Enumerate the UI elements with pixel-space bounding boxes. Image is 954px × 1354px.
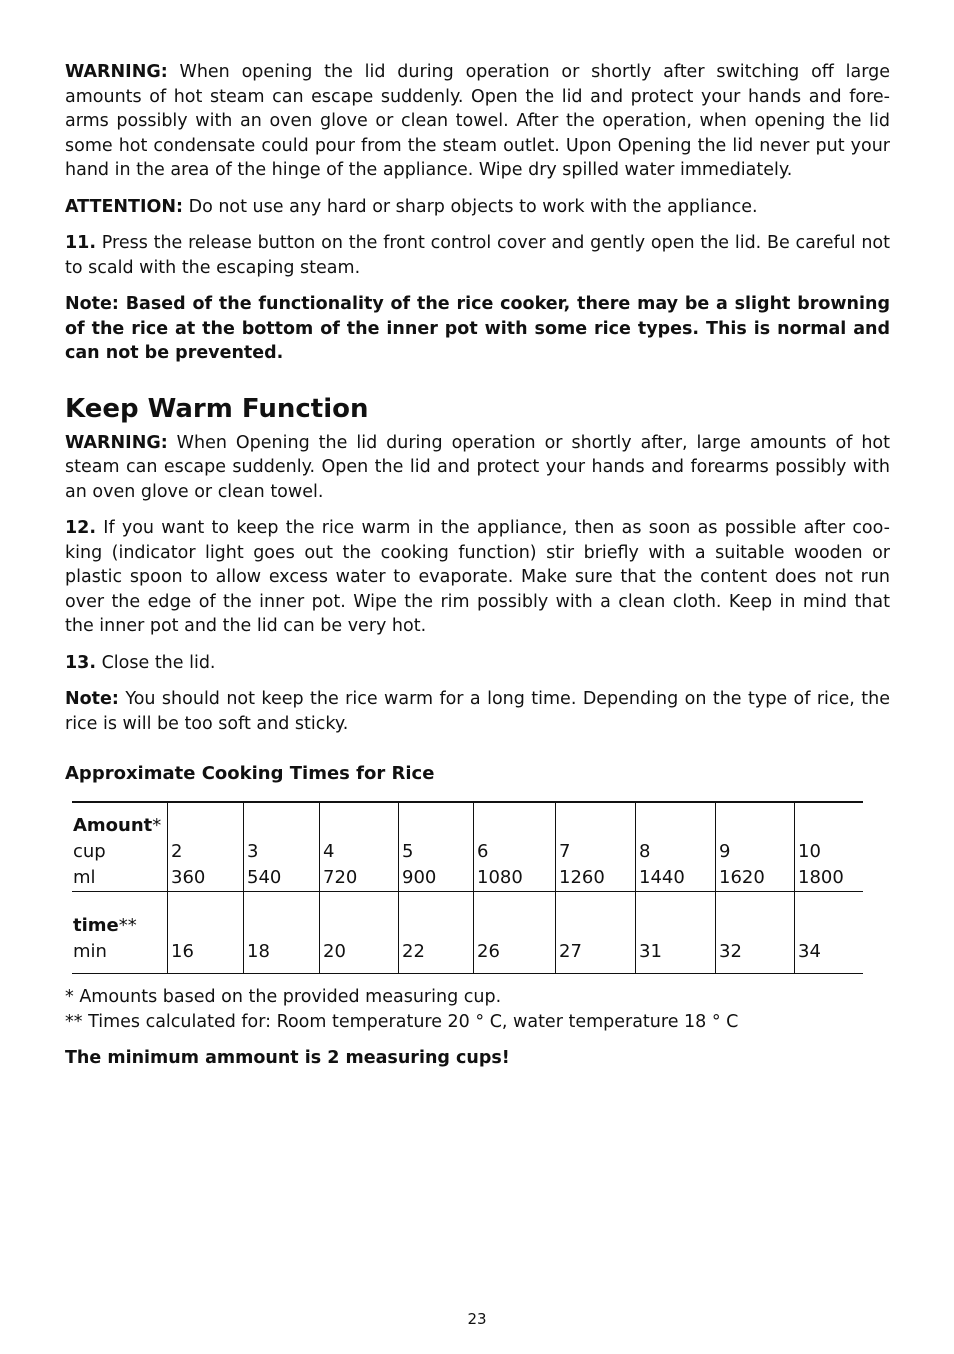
time-row [72, 892, 863, 974]
footnotes [65, 985, 890, 1071]
footnote-amount: * Amounts based on the provided measuring cup. [65, 987, 502, 1007]
time-cell: 34 [795, 892, 864, 974]
amount-row [72, 802, 863, 892]
amount-cell: 10 1800 [795, 802, 864, 892]
attention-paragraph [65, 195, 890, 220]
attention-label: ATTENTION: [65, 196, 184, 217]
amount-header-cell [72, 802, 168, 892]
step-number: 13. [65, 652, 97, 673]
step-number: 11. [65, 233, 97, 253]
note-text: You should not keep the rice warm for a long time. Depending on the type of rice, the rice is will be too soft and sticky. [65, 689, 890, 734]
amount-footnote-mark: * [152, 815, 162, 836]
time-cell: 18 [244, 892, 320, 974]
warning-paragraph-2 [65, 431, 890, 505]
cup-label: cup [73, 841, 106, 862]
amount-cell: 6 1080 [474, 802, 556, 892]
step-13 [65, 651, 890, 676]
time-footnote-mark: ** [118, 915, 137, 936]
min-label: min [73, 941, 107, 962]
warning-text: When Opening the lid during operation or shortly after, large amounts of hot steam can escape suddenly. Open the lid and protect your hands and forearms possibly with an oven glove or clean towel. [65, 432, 890, 502]
amount-cell: 4 720 [320, 802, 399, 892]
page-number: 23 [467, 1310, 487, 1328]
time-cell: 20 [320, 892, 399, 974]
step-11 [65, 231, 890, 280]
browning-note: Note: Based of the functionality of the rice cooker, there may be a slight browning of the rice at the bottom of the inner pot with some rice types. This is normal and can not be prevented. [65, 294, 890, 363]
manual-page [65, 60, 890, 786]
amount-cell: 8 1440 [636, 802, 716, 892]
footnote-times: ** Times calculated for: Room temperature 20 ° C, water temperature 18 ° C [65, 1011, 739, 1032]
time-cell: 32 [716, 892, 795, 974]
time-cell: 26 [474, 892, 556, 974]
warning-paragraph-1 [65, 60, 890, 183]
step-12 [65, 516, 890, 639]
time-label: time [73, 915, 119, 936]
table-title: Approximate Cooking Times for Rice [65, 763, 435, 784]
time-cell: 16 [168, 892, 244, 974]
amount-cell: 9 1620 [716, 802, 795, 892]
warning-label: WARNING: [65, 62, 168, 82]
amount-cell: 7 1260 [556, 802, 636, 892]
time-cell: 27 [556, 892, 636, 974]
ml-label: ml [73, 867, 96, 888]
step-text: If you want to keep the rice warm in the appliance, then as soon as possible after coo-king (indicator light goes out the cooking function) stir briefly with a suitable wooden or plastic spoon to allow excess water to evaporate. Make sure that the content does not run over the edge of the inner pot. Wipe the rim possibly with a clean cloth. Keep in mind that the inner pot and the lid can be very hot. [65, 518, 890, 636]
note-label: Note: [65, 689, 119, 709]
cooking-times-table [72, 801, 863, 974]
amount-cell: 3 540 [244, 802, 320, 892]
step-number: 12. [65, 518, 97, 538]
step-text: Press the release button on the front control cover and gently open the lid. Be careful not to scald with the escaping steam. [65, 233, 890, 278]
section-title: Keep Warm Function [65, 393, 369, 424]
warning-label: WARNING: [65, 432, 168, 453]
time-cell: 31 [636, 892, 716, 974]
amount-cell: 2 360 [168, 802, 244, 892]
amount-label: Amount [73, 815, 153, 836]
time-cell: 22 [399, 892, 474, 974]
keep-warm-note [65, 687, 890, 736]
amount-cell: 5 900 [399, 802, 474, 892]
step-text: Close the lid. [96, 652, 216, 673]
time-header-cell [72, 892, 168, 974]
minimum-note: The minimum ammount is 2 measuring cups! [65, 1048, 510, 1068]
attention-text: Do not use any hard or sharp objects to work with the appliance. [183, 196, 758, 217]
warning-text: When opening the lid during operation or shortly after switching off large amounts of hot steam can escape suddenly. Open the lid and protect your hands and fore-arms possibly with an oven glove or clean towel. After the operation, when opening the lid some hot condensate could pour from the steam outlet. Upon Opening the lid never put your hand in the area of the hinge of the appliance. Wipe dry spilled water immediately. [65, 62, 890, 180]
